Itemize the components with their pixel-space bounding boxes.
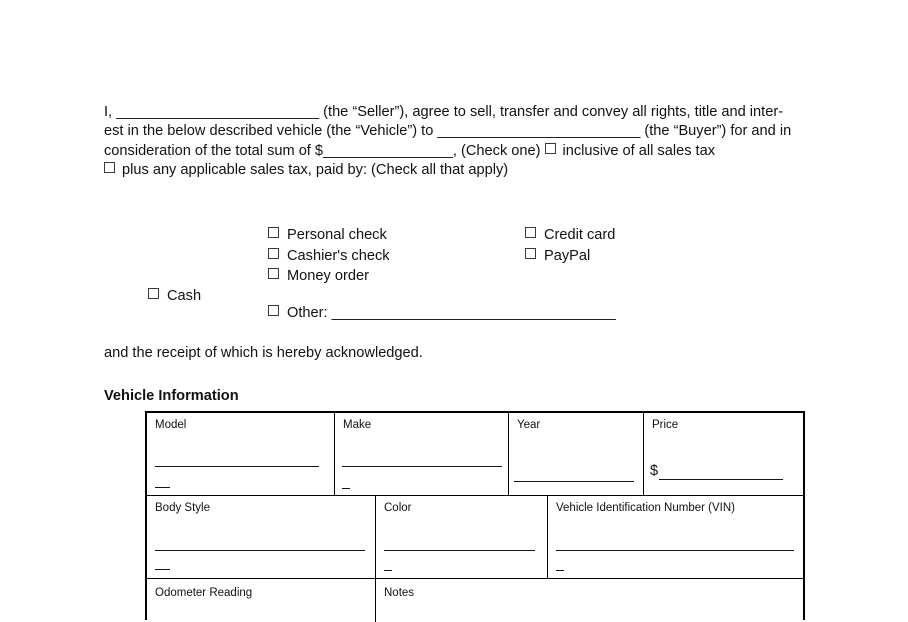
dollar-sign: $ — [650, 463, 659, 479]
inclusive-sales-tax-label: inclusive of all sales tax — [562, 142, 716, 159]
agreement-line-4 — [104, 161, 791, 180]
payment-option-label: Personal check — [287, 227, 387, 243]
checkbox-icon-credit-card[interactable] — [525, 227, 536, 238]
payment-option-label: Cash — [167, 288, 202, 304]
payment-option-paypal[interactable] — [525, 248, 590, 264]
payment-option-label: Money order — [287, 268, 369, 284]
notes-cell — [376, 579, 803, 622]
table-row — [147, 579, 803, 622]
vin-blank-line[interactable] — [556, 550, 794, 551]
agreement-line-1 — [104, 103, 791, 122]
payment-option-other[interactable] — [268, 305, 616, 321]
payment-option-money-order[interactable] — [268, 268, 369, 284]
make-cell — [335, 413, 509, 495]
make-blank-line[interactable] — [342, 466, 502, 467]
payment-option-personal-check[interactable] — [268, 227, 387, 243]
model-cell — [147, 413, 335, 495]
checkbox-icon-plus-sales-tax[interactable] — [104, 162, 115, 173]
seller-name-blank[interactable]: _________________________ — [116, 104, 320, 120]
color-cell — [376, 496, 548, 578]
plus-sales-tax-label: plus any applicable sales tax, paid by: (Check all that apply) — [122, 161, 509, 178]
price-cell — [644, 413, 803, 495]
vehicle-info-table — [145, 411, 805, 620]
checkbox-icon-cashiers-check[interactable] — [268, 248, 279, 259]
year-label: Year — [517, 419, 541, 431]
payment-option-label: Cashier's check — [287, 248, 390, 264]
table-row — [147, 496, 803, 579]
body-style-cell — [147, 496, 376, 578]
color-label: Color — [384, 502, 412, 514]
color-blank-line-stub[interactable] — [384, 570, 392, 571]
agreement-text: consideration of the total sum of $ — [104, 142, 324, 159]
vin-blank-line-stub[interactable] — [556, 570, 564, 571]
body-style-blank-line-stub[interactable] — [155, 569, 170, 570]
payment-option-label: PayPal — [544, 248, 591, 264]
agreement-text: (the “Seller”), agree to sell, transfer and convey all rights, title and inter- — [319, 104, 784, 120]
odometer-cell — [147, 579, 376, 622]
body-style-label: Body Style — [155, 502, 210, 514]
year-blank-line[interactable] — [514, 481, 634, 482]
checkbox-icon-paypal[interactable] — [525, 248, 536, 259]
total-sum-blank[interactable]: ________________ — [323, 142, 453, 159]
vehicle-information-heading: Vehicle Information — [104, 388, 239, 404]
year-cell — [509, 413, 644, 495]
body-style-blank-line[interactable] — [155, 550, 365, 551]
price-blank-line[interactable] — [659, 479, 783, 480]
buyer-name-blank[interactable]: _________________________ — [437, 123, 641, 140]
other-payment-blank[interactable]: ___________________________________ — [331, 305, 616, 321]
payment-option-label: Credit card — [544, 227, 616, 243]
make-label: Make — [343, 419, 372, 431]
notes-label: Notes — [384, 587, 415, 599]
payment-option-cashiers-check[interactable] — [268, 248, 390, 264]
model-blank-line[interactable] — [155, 466, 319, 467]
model-blank-line-stub[interactable] — [155, 487, 170, 488]
agreement-text: , (Check one) — [452, 142, 541, 159]
price-label: Price — [652, 419, 679, 431]
agreement-text: est in the below described vehicle (the “Vehicle”) to — [104, 123, 438, 140]
model-label: Model — [155, 419, 187, 431]
vin-label: Vehicle Identification Number (VIN) — [556, 502, 735, 514]
odometer-label: Odometer Reading — [155, 587, 253, 599]
color-blank-line[interactable] — [384, 550, 535, 551]
checkbox-icon-inclusive-sales-tax[interactable] — [545, 143, 556, 154]
checkbox-icon-cash[interactable] — [148, 288, 159, 299]
agreement-line-3 — [104, 142, 791, 161]
make-blank-line-stub[interactable] — [342, 488, 350, 489]
table-row — [147, 413, 803, 496]
checkbox-icon-money-order[interactable] — [268, 268, 279, 279]
agreement-text: I, — [104, 104, 117, 120]
payment-option-credit-card[interactable] — [525, 227, 615, 243]
payment-option-cash[interactable] — [148, 288, 201, 304]
checkbox-icon-other[interactable] — [268, 305, 279, 316]
agreement-line-2 — [104, 122, 791, 141]
receipt-acknowledgement-text: and the receipt of which is hereby acknowledged. — [104, 345, 423, 361]
agreement-text: (the “Buyer”) for and in — [640, 123, 792, 140]
payment-option-label: Other: — [287, 305, 328, 321]
checkbox-icon-personal-check[interactable] — [268, 227, 279, 238]
vin-cell — [548, 496, 803, 578]
agreement-paragraph — [104, 103, 791, 180]
